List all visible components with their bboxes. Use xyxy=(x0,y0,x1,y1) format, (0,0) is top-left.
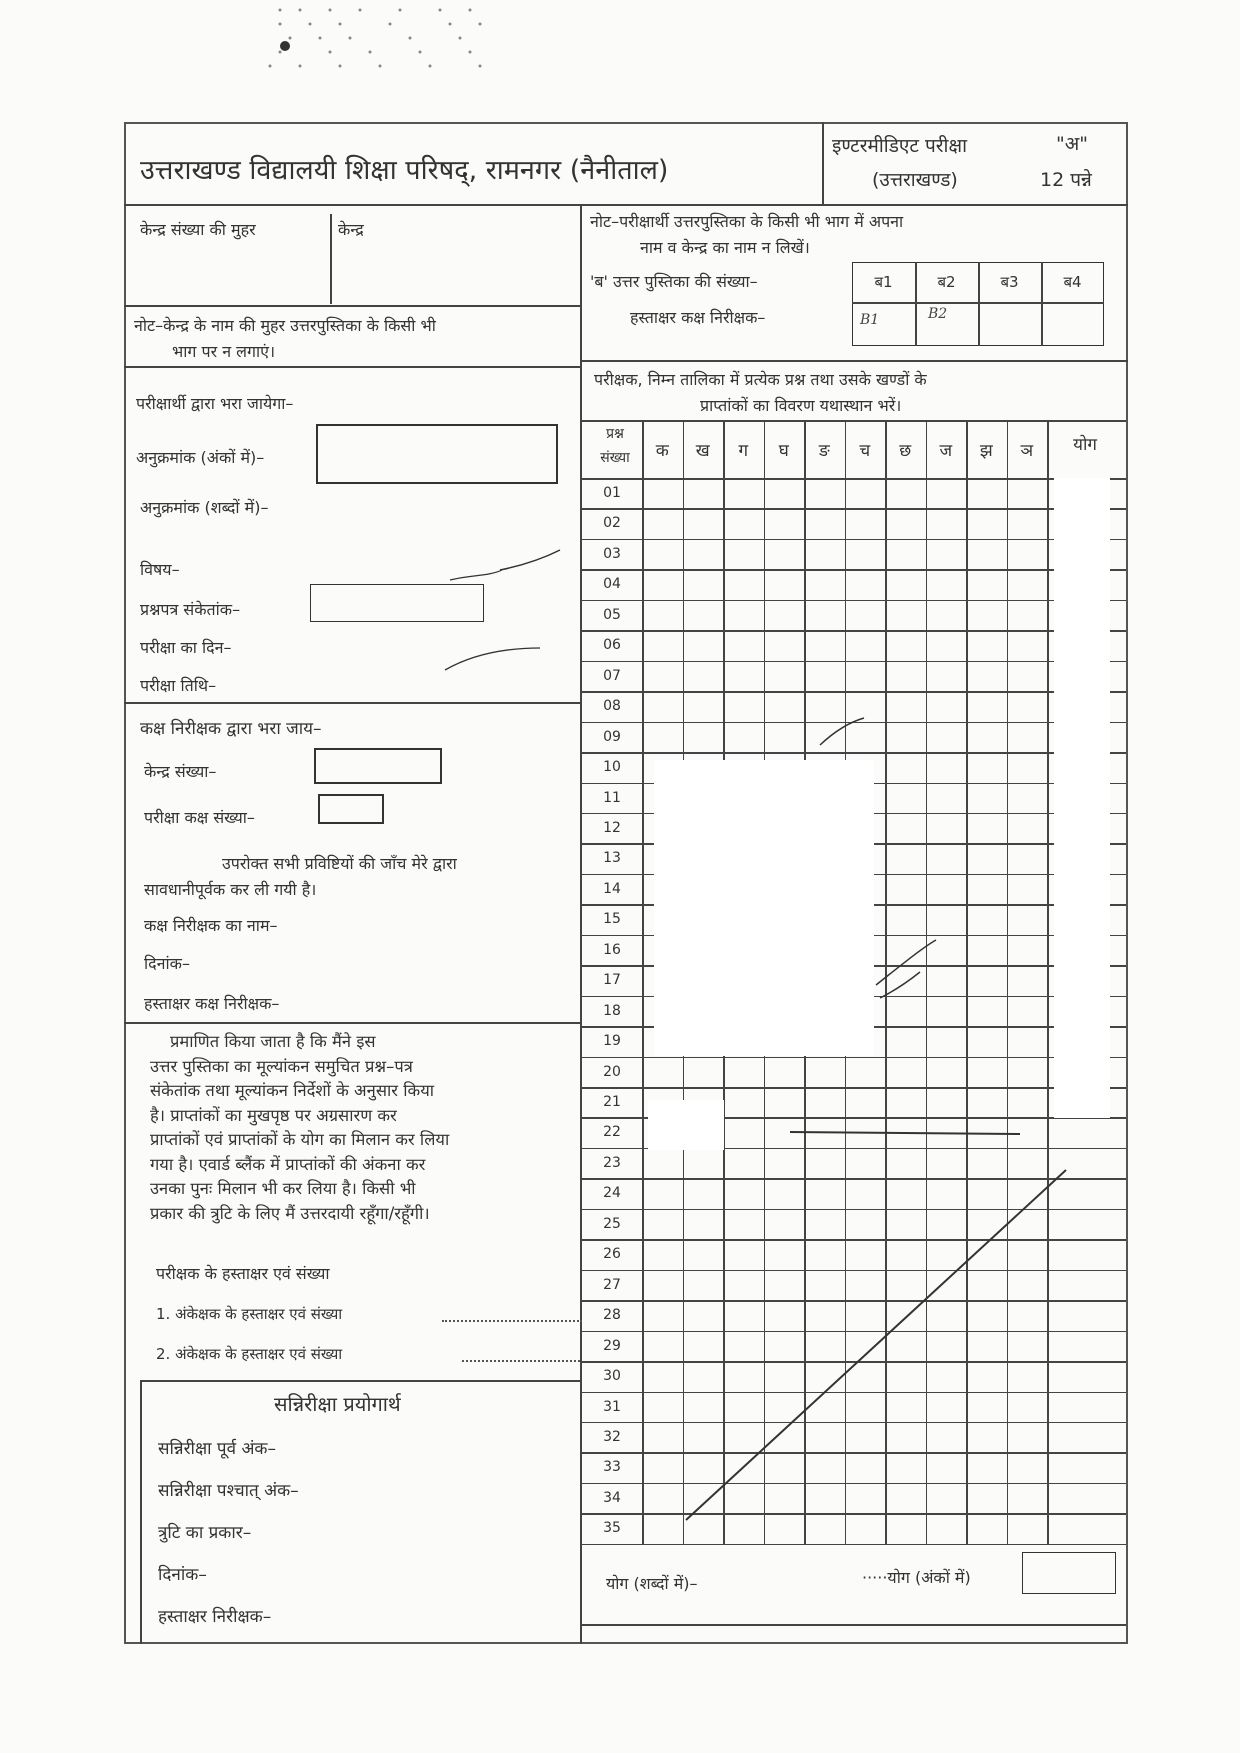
cert-line-6: गया है। एवार्ड ब्लैंक में प्राप्तांकों की अंकना कर xyxy=(150,1154,426,1174)
checker-1-dots xyxy=(442,1320,582,1322)
inv-room-no-input[interactable] xyxy=(318,794,384,824)
cert-line-1: प्रमाणित किया जाता है कि मैंने इस xyxy=(170,1032,376,1051)
table-instruction-line-2: प्राप्तांकों का विवरण यथास्थान भरें। xyxy=(700,396,902,415)
b-signature-label: हस्ताक्षर कक्ष निरीक्षक– xyxy=(630,308,766,327)
inv-centre-no-input[interactable] xyxy=(314,748,442,784)
row-label: 18 xyxy=(603,1002,621,1019)
inv-signature-label: हस्ताक्षर कक्ष निरीक्षक– xyxy=(144,994,280,1013)
pen-scribbles xyxy=(440,520,580,680)
row-label: 22 xyxy=(603,1124,621,1141)
header-divider xyxy=(822,122,824,204)
exam-date-label: परीक्षा तिथि– xyxy=(140,676,217,695)
scrutiny-after-label: सन्निरीक्षा पश्चात् अंक– xyxy=(158,1481,299,1501)
row-label: 08 xyxy=(603,698,621,715)
centre-note-line-2: भाग पर न लगाएं। xyxy=(172,342,276,361)
row-label: 28 xyxy=(603,1307,621,1324)
subject-label: विषय– xyxy=(140,560,180,579)
print-dots-decoration xyxy=(240,2,570,82)
column-header: ज xyxy=(939,441,953,461)
blank-region-2 xyxy=(648,1100,724,1150)
column-header: च xyxy=(859,441,871,461)
centre-label: केन्द्र xyxy=(338,220,364,239)
blank-region-1 xyxy=(654,760,874,1056)
row-label: 21 xyxy=(603,1094,621,1110)
cert-line-5: प्राप्तांकों एवं प्राप्तांकों के योग का मिलान कर लिया xyxy=(150,1130,450,1149)
scrutiny-error-label: त्रुटि का प्रकार– xyxy=(158,1523,252,1543)
invigilator-heading: कक्ष निरीक्षक द्वारा भरा जाय– xyxy=(140,719,322,739)
scrutiny-left-rule xyxy=(140,1380,142,1644)
column-header: ङ xyxy=(818,441,830,461)
note-bottom-rule xyxy=(124,366,580,368)
row-label: 35 xyxy=(603,1520,621,1537)
blank-region-3 xyxy=(1054,478,1110,1118)
roll-digits-input[interactable] xyxy=(316,424,558,484)
roll-words-label: अनुक्रमांक (शब्दों में)– xyxy=(140,498,269,517)
row-label: 04 xyxy=(603,576,621,593)
scrutiny-signature-label: हस्ताक्षर निरीक्षक– xyxy=(158,1607,272,1627)
paper-code-label: प्रश्नपत्र संकेतांक– xyxy=(140,600,241,619)
scrutiny-heading: सन्निरीक्षा प्रयोगार्थ xyxy=(274,1392,401,1416)
total-digits-label: ·····योग (अंकों में) xyxy=(862,1568,971,1587)
invigilator-bottom-rule xyxy=(124,1022,580,1024)
inv-name-label: कक्ष निरीक्षक का नाम– xyxy=(144,916,278,935)
column-header: झ xyxy=(979,441,993,461)
row-label: 03 xyxy=(603,545,621,562)
row-label: 12 xyxy=(603,819,621,836)
table-instruction-line-1: परीक्षक, निम्न तालिका में प्रत्येक प्रश्न तथा उसके खण्डों के xyxy=(594,370,927,389)
row-label: 23 xyxy=(603,1154,621,1171)
checker-2-dots xyxy=(462,1360,580,1362)
inv-centre-no-label: केन्द्र संख्या– xyxy=(144,762,217,781)
b2-signature: B2 xyxy=(928,306,948,322)
scrutiny-before-label: सन्निरीक्षा पूर्व अंक– xyxy=(158,1439,276,1459)
column-header: ख xyxy=(695,441,710,461)
scrutiny-date-label: दिनांक– xyxy=(158,1565,207,1585)
header-bottom-rule xyxy=(124,204,1128,206)
right-note-bottom-rule xyxy=(580,360,1128,362)
row-label: 32 xyxy=(603,1428,621,1445)
copy-code: "अ" xyxy=(1056,133,1088,155)
row-label: 30 xyxy=(603,1368,621,1385)
candidate-heading: परीक्षार्थी द्वारा भरा जायेगा– xyxy=(136,394,294,413)
right-note-line-1: नोट–परीक्षार्थी उत्तरपुस्तिका के किसी भी भाग में अपना xyxy=(590,212,904,231)
total-words-label: योग (शब्दों में)– xyxy=(606,1574,698,1593)
row-label: 15 xyxy=(603,911,621,928)
centre-seal-label: केन्द्र संख्या की मुहर xyxy=(140,220,256,239)
row-label: 31 xyxy=(603,1398,621,1415)
row-label: 02 xyxy=(603,515,621,532)
examiner-sign-label: परीक्षक के हस्ताक्षर एवं संख्या xyxy=(156,1264,330,1283)
total-digits-input[interactable] xyxy=(1022,1552,1116,1594)
row-label: 26 xyxy=(603,1246,621,1263)
column-header: ञ xyxy=(1020,441,1034,461)
q-header-line-1: प्रश्न xyxy=(606,426,624,442)
column-header: क xyxy=(655,441,669,461)
column-divider xyxy=(580,204,582,1644)
row-label: 20 xyxy=(603,1063,621,1080)
verify-line-2: सावधानीपूर्वक कर ली गयी है। xyxy=(144,880,317,899)
state-name: (उत्तराखण्ड) xyxy=(872,169,958,191)
inv-room-no-label: परीक्षा कक्ष संख्या– xyxy=(144,808,255,827)
cert-line-3: संकेतांक तथा मूल्यांकन निर्देशों के अनुसार किया xyxy=(150,1081,435,1100)
verify-line-1: उपरोक्त सभी प्रविष्टियों की जाँच मेरे द्वारा xyxy=(222,854,457,873)
exam-name: इण्टरमीडिएट परीक्षा xyxy=(832,135,968,157)
exam-day-label: परीक्षा का दिन– xyxy=(140,638,232,657)
cert-line-2: उत्तर पुस्तिका का मूल्यांकन समुचित प्रश्न–पत्र xyxy=(150,1056,413,1076)
row-label: 27 xyxy=(603,1276,621,1293)
b-cell-1: ब1 xyxy=(874,273,893,291)
column-header: घ xyxy=(778,441,789,461)
cert-line-4: है। प्राप्तांकों का मुखपृष्ठ पर अग्रसारण कर xyxy=(150,1105,397,1125)
b-cell-3: ब3 xyxy=(1000,273,1019,291)
right-note-line-2: नाम व केन्द्र का नाम न लिखें। xyxy=(640,238,810,257)
certification-text xyxy=(150,1030,570,1226)
board-title: उत्तराखण्ड विद्यालयी शिक्षा परिषद्, रामनगर (नैनीताल) xyxy=(140,155,669,186)
centre-note-line-1: नोट–केन्द्र के नाम की मुहर उत्तरपुस्तिका के किसी भी xyxy=(134,316,436,335)
row-label: 01 xyxy=(603,485,621,501)
row-label: 16 xyxy=(603,941,621,958)
row-label: 10 xyxy=(603,759,621,776)
checker-2-label: 2. अंकेक्षक के हस्ताक्षर एवं संख्या xyxy=(156,1345,343,1363)
row-label: 05 xyxy=(603,606,621,623)
total-column-header: योग xyxy=(1073,435,1097,455)
b1-signature: B1 xyxy=(860,312,880,328)
b-cell-2: ब2 xyxy=(937,273,956,291)
row-label: 25 xyxy=(603,1215,621,1232)
seal-bottom-rule xyxy=(124,305,580,307)
inv-date-label: दिनांक– xyxy=(144,954,190,973)
row-label: 14 xyxy=(603,880,621,897)
row-label: 09 xyxy=(603,728,621,745)
checker-1-label: 1. अंकेक्षक के हस्ताक्षर एवं संख्या xyxy=(156,1305,343,1323)
row-label: 17 xyxy=(603,972,621,989)
cert-line-8: प्रकार की त्रुटि के लिए मैं उत्तरदायी रहूँगा/रहूँगी। xyxy=(150,1203,430,1223)
column-header: ग xyxy=(738,441,749,461)
q-header-line-2: संख्या xyxy=(600,450,630,466)
row-label: 13 xyxy=(603,850,621,867)
cert-line-7: उनका पुनः मिलान भी कर लिया है। किसी भी xyxy=(150,1179,416,1198)
b-count-label: 'ब' उत्तर पुस्तिका की संख्या– xyxy=(590,272,758,291)
row-label: 19 xyxy=(603,1033,621,1050)
row-label: 07 xyxy=(603,667,621,684)
b-cell-4: ब4 xyxy=(1063,273,1082,291)
certification-bottom-rule xyxy=(140,1380,580,1382)
seal-divider xyxy=(330,214,332,304)
column-header: छ xyxy=(899,441,912,461)
roll-digits-label: अनुक्रमांक (अंकों में)– xyxy=(136,448,265,467)
row-label: 34 xyxy=(603,1489,621,1506)
row-label: 06 xyxy=(603,637,621,654)
page-count: 12 पन्ने xyxy=(1040,169,1092,191)
candidate-bottom-rule xyxy=(124,702,580,704)
row-label: 33 xyxy=(603,1459,621,1476)
row-label: 29 xyxy=(603,1337,621,1354)
row-label: 11 xyxy=(603,789,621,806)
row-label: 24 xyxy=(603,1185,621,1202)
